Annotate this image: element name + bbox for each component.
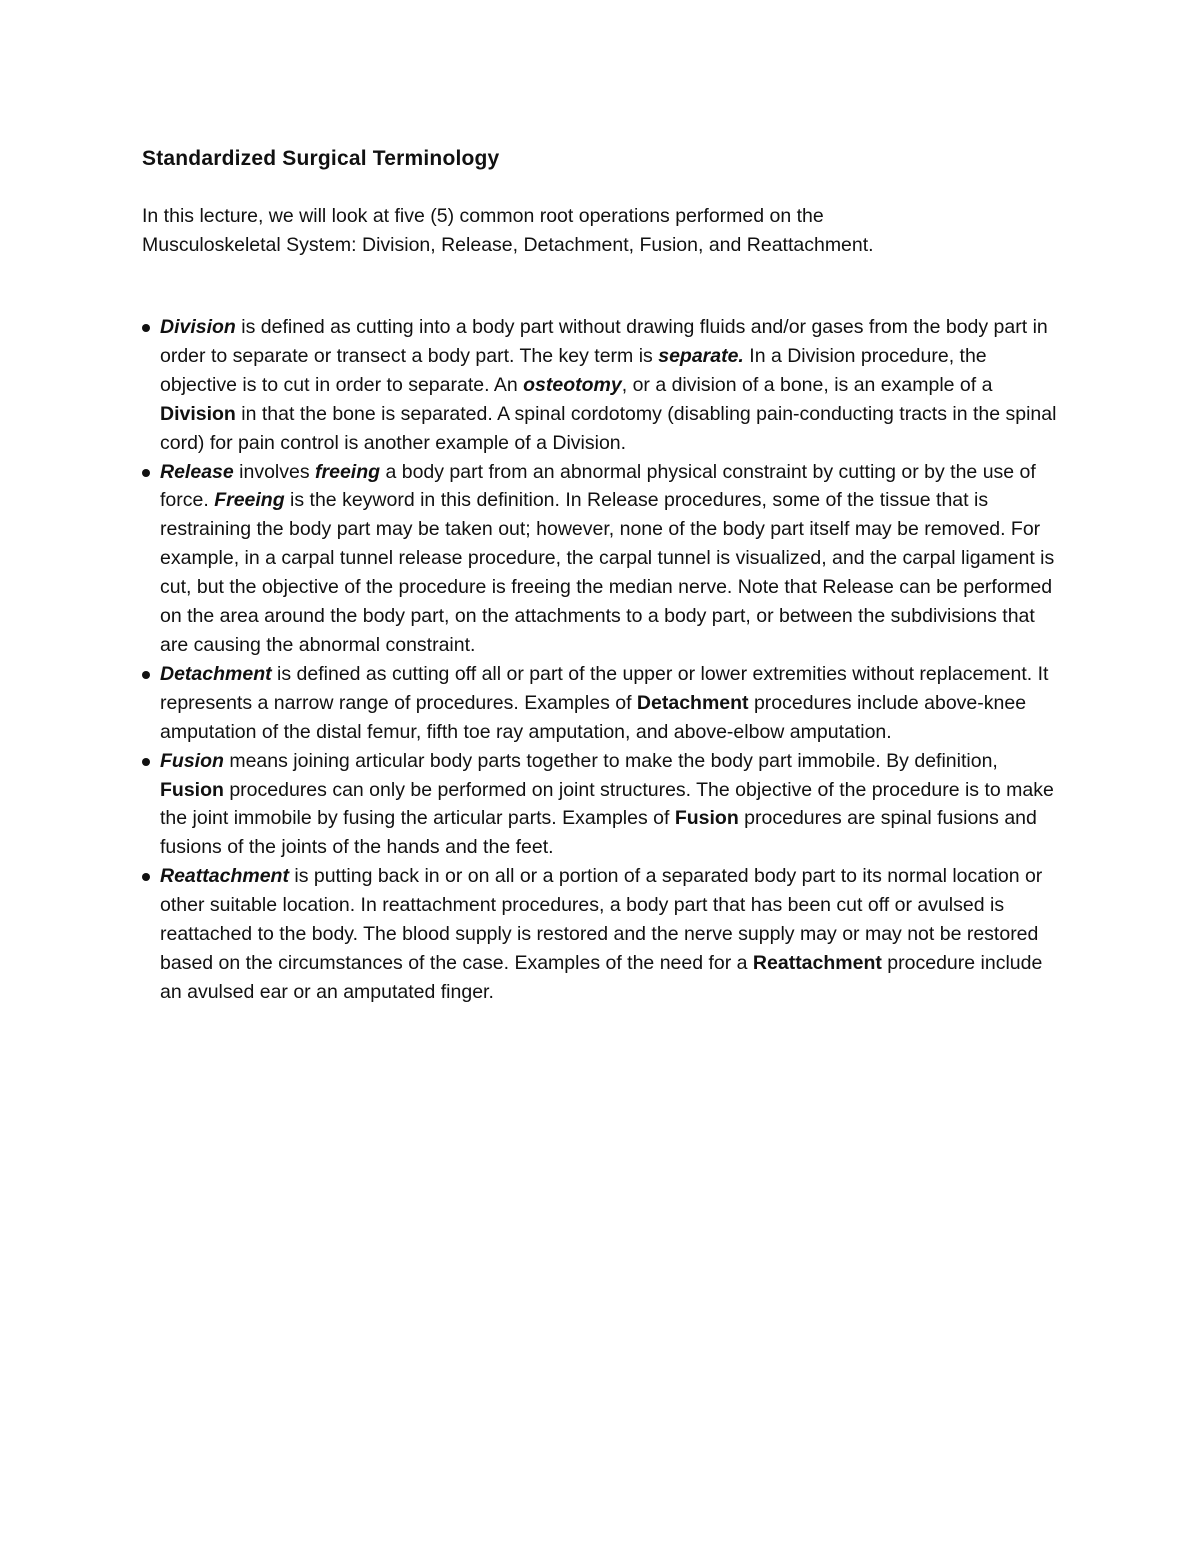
intro-paragraph <box>142 202 1062 259</box>
release-text-3: is the keyword in this definition. In Release procedures, some of the tissue that is restraining the body part may be taken out; however, none of the body part itself may be removed. For example, in a carpal tunnel release procedure, the carpal tunnel is visualized, and the carpal ligament is cut, but the objective of the procedure is freeing the median nerve. Note that Release can be performed on the area around the body part, on the attachments to a body part, or between the subdivisions that are causing the abnormal constraint. <box>160 489 1055 656</box>
term-release: Release <box>160 460 234 483</box>
detachment-text-1: is defined as cutting off all or part of the upper or lower extremities without replacement. It represents a narrow range of procedures. Examples of <box>160 662 1049 714</box>
intro-line-2: Musculoskeletal System: Division, Release, Detachment, Fusion, and Reattachment. <box>142 233 874 256</box>
division-bold-division: Division <box>160 402 236 425</box>
list-item-reattachment <box>142 862 1062 1007</box>
root-operations-list <box>142 313 1062 1007</box>
division-text-3: , or a division of a bone, is an example of a <box>621 373 993 396</box>
term-fusion: Fusion <box>160 749 224 772</box>
release-key-freeing: freeing <box>315 460 381 483</box>
list-item-fusion <box>142 747 1062 863</box>
fusion-bold-fusion: Fusion <box>160 778 224 801</box>
bullet-icon <box>142 469 150 477</box>
bullet-icon <box>142 873 150 881</box>
reattachment-text-1: is putting back in or on all or a portion of a separated body part to its normal location or other suitable location. In reattachment procedures, a body part that has been cut off or avulsed is reattached to the body. The blood supply is restored and the nerve supply may or may not be restored based on the circumstances of the case. Examples of the need for a <box>160 865 1043 974</box>
bullet-icon <box>142 758 150 766</box>
reattachment-text-2: procedure include an avulsed ear or an amputated finger. <box>160 951 1043 1003</box>
bullet-icon <box>142 324 150 332</box>
list-item-release <box>142 458 1062 660</box>
release-key-freeing-2: Freeing <box>214 489 285 512</box>
detachment-bold-detachment: Detachment <box>636 691 749 714</box>
fusion-text-3: procedures are spinal fusions and fusions of the joints of the hands and the feet. <box>160 807 1037 859</box>
list-item-division <box>142 313 1062 458</box>
term-detachment: Detachment <box>160 662 272 685</box>
list-item-detachment <box>142 660 1062 747</box>
document-page <box>142 140 1062 1007</box>
release-text-1: involves <box>233 460 316 483</box>
term-reattachment: Reattachment <box>160 865 289 888</box>
fusion-bold-fusion-2: Fusion <box>674 807 739 830</box>
term-division: Division <box>160 316 236 338</box>
fusion-text-1: means joining articular body parts together to make the body part immobile. By definition, <box>223 749 998 772</box>
bullet-icon <box>142 671 150 679</box>
division-key-separate: separate. <box>658 344 744 367</box>
division-text-2: In a Division procedure, the objective is to cut in order to separate. An <box>160 344 987 396</box>
detachment-text-2: procedures include above-knee amputation of the distal femur, fifth toe ray amputation, and above-elbow amputation. <box>160 691 1027 743</box>
reattachment-bold-reattachment: Reattachment <box>752 951 882 974</box>
document-title: Standardized Surgical Terminology <box>142 147 500 170</box>
fusion-text-2: procedures can only be performed on joint structures. The objective of the procedure is to make the joint immobile by fusing the articular parts. Examples of <box>160 778 1054 830</box>
division-text-1: is defined as cutting into a body part without drawing fluids and/or gases from the body part in order to separate or transect a body part. The key term is <box>160 316 1048 367</box>
release-text-2: a body part from an abnormal physical constraint by cutting or by the use of force. <box>160 460 1036 512</box>
division-text-4: in that the bone is separated. A spinal cordotomy (disabling pain-conducting tracts in the spinal cord) for pain control is another example of a Division. <box>160 402 1057 454</box>
division-key-osteotomy: osteotomy <box>523 373 622 396</box>
intro-line-1: In this lecture, we will look at five (5) common root operations performed on the <box>142 205 824 227</box>
